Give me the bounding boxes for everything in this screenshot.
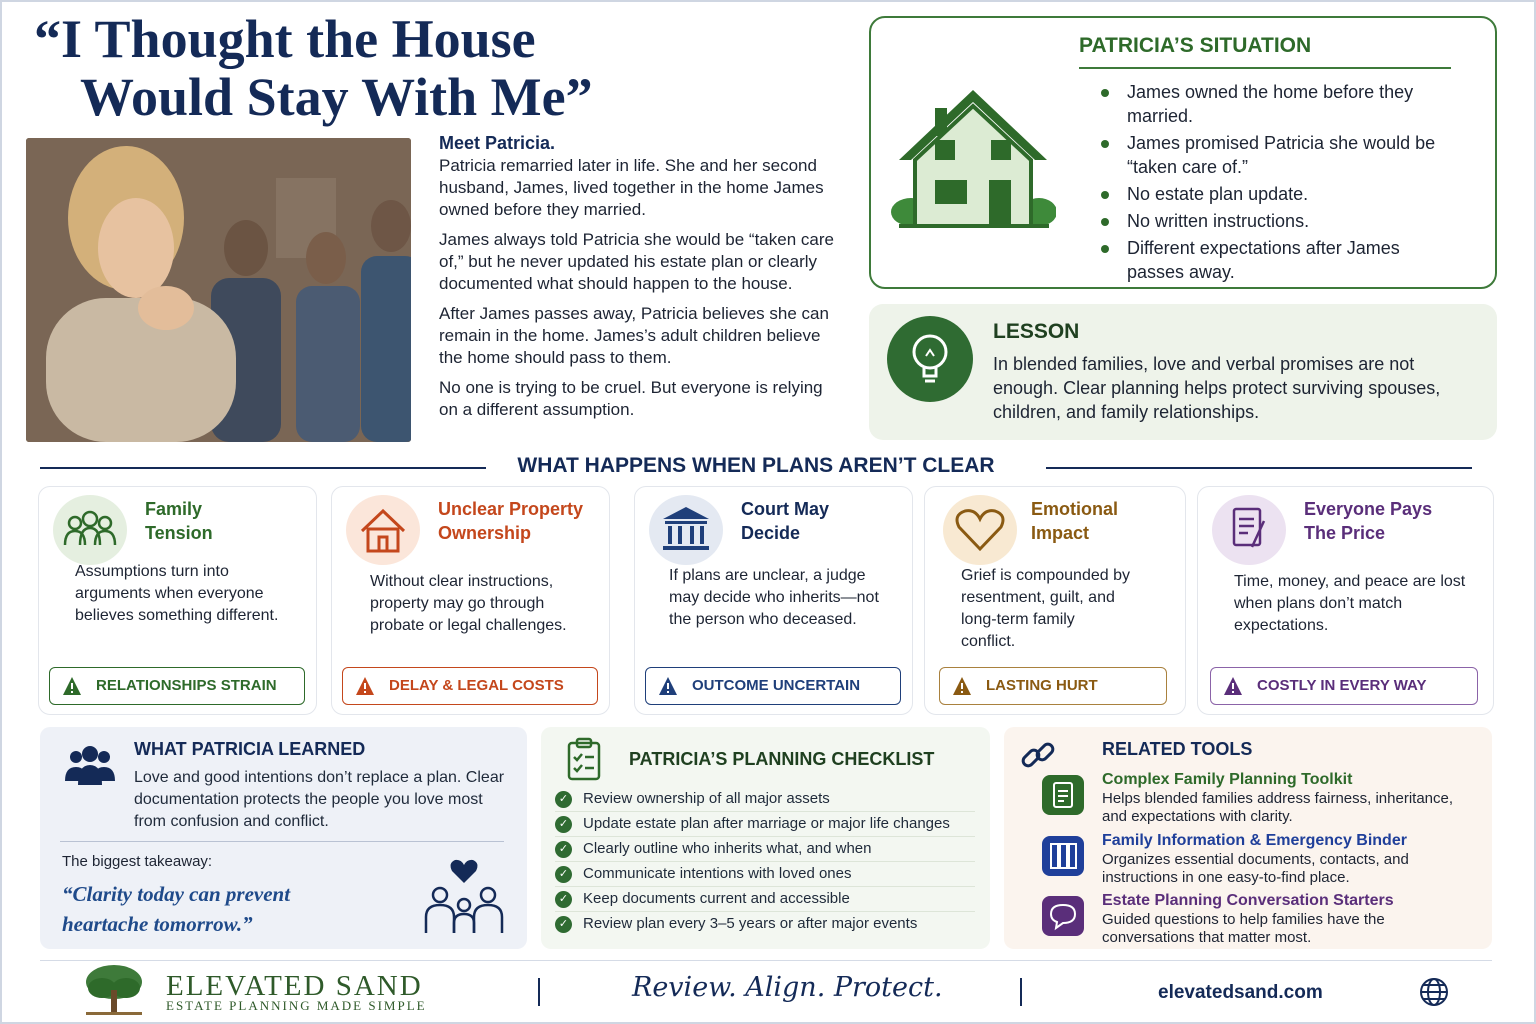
- situation-item: No written instructions.: [1101, 209, 1441, 233]
- binder-icon: [1042, 836, 1084, 876]
- checklist-item-label: Update estate plan after marriage or major life changes: [583, 815, 950, 832]
- people-icon: [62, 745, 118, 789]
- warning-icon: [1223, 676, 1243, 696]
- consequence-card: [1197, 486, 1494, 715]
- story-text: [439, 132, 839, 429]
- situation-item: James promised Patricia she would be “taken care of.”: [1101, 131, 1441, 179]
- card-badge-label: OUTCOME UNCERTAIN: [692, 677, 861, 694]
- card-badge: [342, 667, 598, 705]
- card-description: Grief is compounded by resentment, guilt, and long-term family conflict.: [961, 567, 1130, 650]
- card-title: Unclear Property Ownership: [438, 499, 584, 543]
- checklist-item: [555, 912, 975, 937]
- warning-icon: [658, 676, 678, 696]
- card-title: Emotional Impact: [1031, 499, 1119, 543]
- section-title: WHAT HAPPENS WHEN PLANS AREN’T CLEAR: [505, 454, 1006, 477]
- situation-panel: [869, 16, 1497, 289]
- check-icon: ✓: [555, 791, 572, 808]
- learned-panel: [40, 727, 527, 949]
- card-description: Assumptions turn into arguments when everyone believes something different.: [75, 563, 279, 624]
- house-icon: [346, 495, 420, 565]
- situation-item: James owned the home before they married.: [1101, 80, 1441, 128]
- story-paragraph-2: James always told Patricia she would be “taken care of,” but he never updated his estate plan or clearly documented what should happen to the house.: [439, 230, 834, 293]
- situation-divider: [1079, 67, 1451, 69]
- checklist-item: [555, 812, 975, 837]
- card-title: Everyone Pays The Price: [1304, 499, 1433, 543]
- story-paragraph-3: After James passes away, Patricia believes she can remain in the home. James’s adult children believe the home should pass to them.: [439, 304, 829, 367]
- tool-description: Guided questions to help families have the conversations that matter most.: [1102, 911, 1385, 946]
- speech-bubble-icon: [1042, 896, 1084, 936]
- situation-heading: PATRICIA’S SITUATION: [1079, 34, 1312, 57]
- tool-name[interactable]: Complex Family Planning Toolkit: [1102, 771, 1353, 788]
- check-icon: ✓: [555, 866, 572, 883]
- tree-logo-icon: [82, 962, 146, 1018]
- situation-item: No estate plan update.: [1101, 182, 1441, 206]
- family-heart-icon: [418, 853, 510, 937]
- learned-text: Love and good intentions don’t replace a plan. Clear documentation protects the people you love most from confusion and conflict.: [134, 769, 505, 830]
- lesson-panel: [869, 304, 1497, 440]
- lesson-text: In blended families, love and verbal promises are not enough. Clear planning helps protect surviving spouses, children, and family relationships.: [993, 354, 1441, 422]
- story-heading: Meet Patricia.: [439, 133, 556, 153]
- check-icon: ✓: [555, 816, 572, 833]
- checklist-panel: [541, 727, 990, 949]
- tool-name[interactable]: Family Information & Emergency Binder: [1102, 832, 1407, 849]
- card-badge: [939, 667, 1167, 705]
- takeaway-quote: “Clarity today can prevent heartache tomorrow.”: [62, 882, 291, 936]
- checklist-item-label: Review plan every 3–5 years or after major events: [583, 915, 918, 932]
- card-title: Family Tension: [145, 499, 213, 543]
- checklist-item: [555, 837, 975, 862]
- consequence-card: [634, 486, 913, 715]
- check-icon: ✓: [555, 891, 572, 908]
- tool-name[interactable]: Estate Planning Conversation Starters: [1102, 892, 1394, 909]
- card-title: Court May Decide: [741, 499, 830, 543]
- takeaway-label: The biggest takeaway:: [62, 853, 213, 870]
- website-link[interactable]: elevatedsand.com: [1158, 982, 1323, 1003]
- patricia-photo: [26, 138, 411, 442]
- card-badge: [49, 667, 305, 705]
- consequence-card: [331, 486, 610, 715]
- consequence-card: [38, 486, 317, 715]
- card-badge: [645, 667, 901, 705]
- checklist-item-label: Keep documents current and accessible: [583, 890, 850, 907]
- learned-heading: WHAT PATRICIA LEARNED: [134, 739, 366, 759]
- card-badge-label: COSTLY IN EVERY WAY: [1257, 677, 1427, 694]
- checklist-item: [555, 862, 975, 887]
- checklist-item: [555, 787, 975, 812]
- house-icon: [891, 80, 1056, 245]
- heart-icon: [943, 495, 1017, 565]
- tool-description: Organizes essential documents, contacts, and instructions in one easy-to-find place.: [1102, 851, 1409, 886]
- footer-separator: [538, 978, 540, 1006]
- section-header: [40, 454, 1472, 482]
- card-badge-label: DELAY & LEGAL COSTS: [389, 677, 564, 694]
- card-description: If plans are unclear, a judge may decide who inherits—not the person who deceased.: [669, 567, 879, 628]
- footer-divider: [40, 960, 1492, 961]
- checklist-item-label: Communicate intentions with loved ones: [583, 865, 852, 882]
- lightbulb-icon: [887, 316, 973, 402]
- brand-subtitle: ESTATE PLANNING MADE SIMPLE: [166, 998, 427, 1013]
- warning-icon: [952, 676, 972, 696]
- situation-list: [1101, 80, 1441, 287]
- checklist-item-label: Clearly outline who inherits what, and when: [583, 840, 872, 857]
- tool-description: Helps blended families address fairness, inheritance, and expectations with clarity.: [1102, 790, 1454, 825]
- learned-divider: [60, 841, 504, 842]
- brand-name: ELEVATED SAND: [166, 970, 423, 1002]
- lesson-heading: LESSON: [993, 320, 1080, 343]
- family-icon: [53, 495, 127, 565]
- warning-icon: [62, 676, 82, 696]
- tools-heading: RELATED TOOLS: [1102, 739, 1253, 759]
- document-icon: [1212, 495, 1286, 565]
- check-icon: ✓: [555, 916, 572, 933]
- warning-icon: [355, 676, 375, 696]
- clipboard-icon: [565, 737, 605, 781]
- checklist-list: [555, 787, 975, 937]
- link-icon: [1018, 735, 1058, 775]
- card-description: Without clear instructions, property may go through probate or legal challenges.: [370, 573, 567, 634]
- page-title: [34, 10, 694, 126]
- globe-icon[interactable]: [1418, 976, 1450, 1008]
- footer-separator: [1020, 978, 1022, 1006]
- title-line-2: Would Stay With Me”: [80, 67, 593, 127]
- story-paragraph-4: No one is trying to be cruel. But everyone is relying on a different assumption.: [439, 378, 823, 419]
- tools-panel: [1004, 727, 1492, 949]
- card-description: Time, money, and peace are lost when plans don’t match expectations.: [1234, 573, 1466, 634]
- checklist-heading: PATRICIA’S PLANNING CHECKLIST: [629, 749, 935, 769]
- checklist-item: [555, 887, 975, 912]
- card-badge-label: RELATIONSHIPS STRAIN: [96, 677, 277, 694]
- check-icon: ✓: [555, 841, 572, 858]
- situation-item: Different expectations after James passes away.: [1101, 236, 1441, 284]
- checklist-item-label: Review ownership of all major assets: [583, 790, 830, 807]
- footer-tagline: Review. Align. Protect.: [632, 972, 943, 1003]
- story-paragraph-1: Patricia remarried later in life. She and her second husband, James, lived together in the home James owned before they married.: [439, 156, 824, 219]
- card-badge-label: LASTING HURT: [986, 677, 1098, 694]
- toolkit-icon: [1042, 775, 1084, 815]
- title-line-1: “I Thought the House: [34, 9, 536, 69]
- consequence-card: [924, 486, 1186, 715]
- card-badge: [1210, 667, 1478, 705]
- courthouse-icon: [649, 495, 723, 565]
